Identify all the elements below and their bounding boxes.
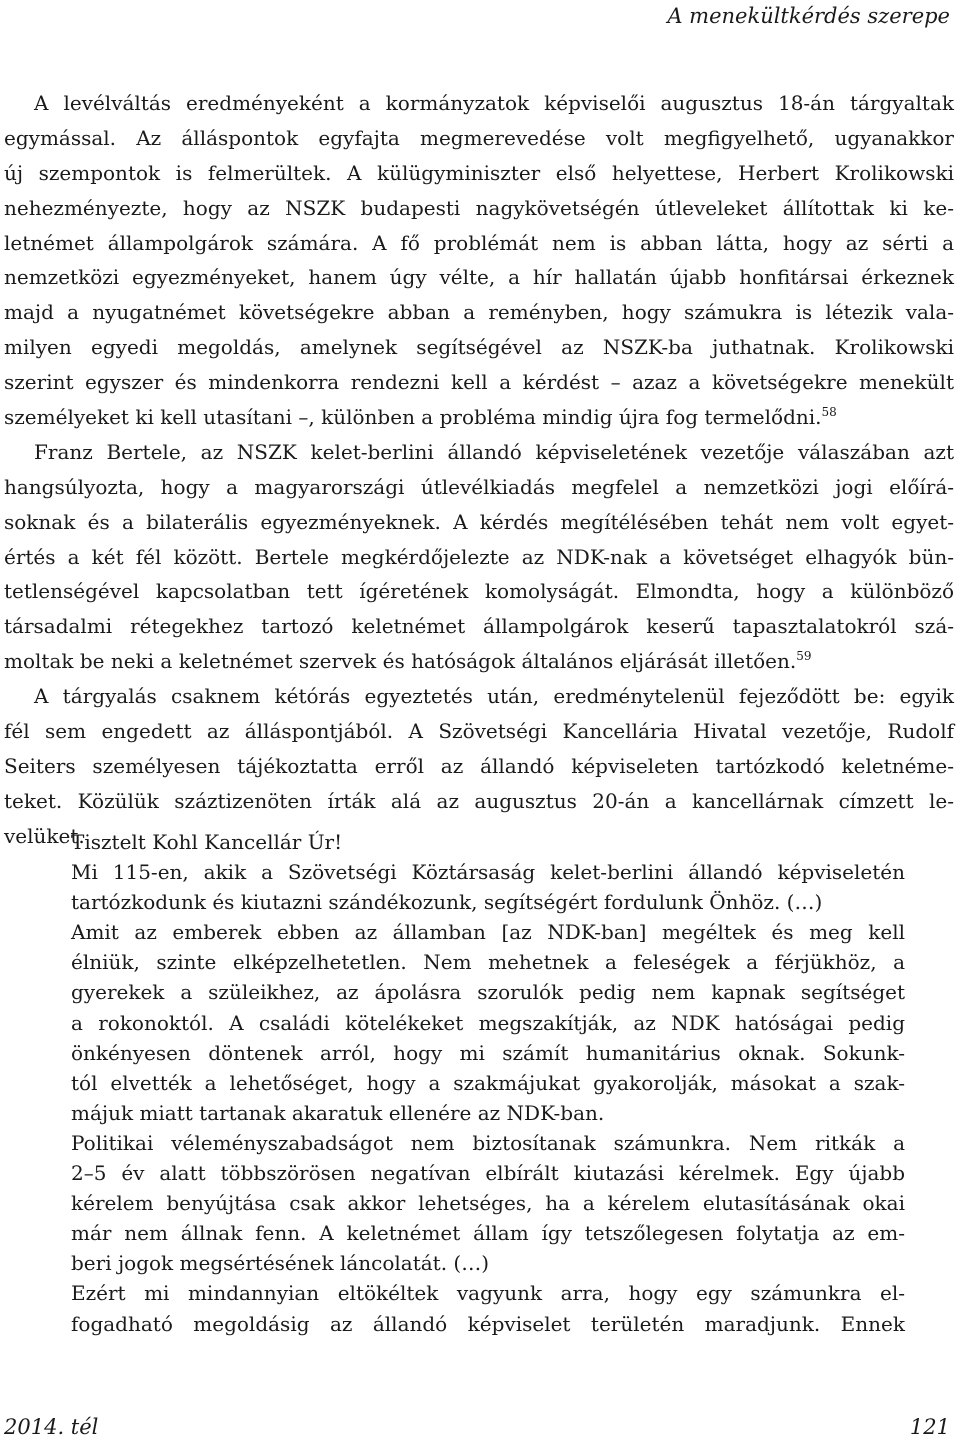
quote-line: 2–5 év alatt többszörösen negatívan elbírált kiutazási kérelmek. Egy újabb — [71, 1161, 905, 1186]
footnote-ref-59: 59 — [796, 649, 812, 664]
footnote-ref-58: 58 — [821, 405, 837, 420]
quote-line: tól elvették a lehetőséget, hogy a szakmájukat gyakorolják, másokat a szak- — [71, 1070, 905, 1095]
text-line: személyeket ki kell utasítani –, különben a probléma mindig újra fog termelődni. — [4, 405, 822, 430]
text-line: nehezményezte, hogy az NSZK budapesti nagykövetségén útleveleket állítottak ki ke- — [4, 195, 954, 220]
quote-line: májuk miatt tartanak akaratuk ellenére az NDK-ban. — [71, 1100, 605, 1125]
text-line: velüket. — [4, 823, 85, 848]
quote-line: tartózkodunk és kiutazni szándékozunk, segítségért fordulunk Önhöz. (…) — [71, 890, 823, 915]
quote-line: kérelem benyújtása csak akkor lehetséges, ha a kérelem elutasításának okai — [71, 1191, 905, 1216]
text-line: értés a két fél között. Bertele megkérdőjelezte az NDK-nak a követséget elhagyók bün- — [4, 544, 954, 569]
text-line: majd a nyugatnémet követségekre abban a reményben, hogy számukra is létezik vala- — [4, 300, 954, 325]
text-line: A levélváltás eredményeként a kormányzatok képviselői augusztus 18-án tárgyaltak — [34, 91, 954, 115]
text-line: Seiters személyesen tájékoztatta erről az állandó képviseleten tartózkodó keletnéme- — [4, 753, 954, 778]
running-title: A menekültkérdés szerepe — [667, 4, 950, 28]
quote-line: Ezért mi mindannyian eltökéltek vagyunk arra, hogy egy számunkra el- — [71, 1281, 905, 1306]
page-number: 121 — [909, 1415, 950, 1439]
issue-label: 2014. tél — [4, 1415, 99, 1439]
text-line: fél sem engedett az álláspontjából. A Szövetségi Kancellária Hivatal vezetője, Rudolf — [4, 719, 954, 744]
text-line: letnémet állampolgárok számára. A fő problémát nem is abban látta, hogy az sérti a — [4, 230, 954, 255]
quote-line: Politikai véleményszabadságot nem biztosítanak számunkra. Nem ritkák a — [71, 1130, 905, 1155]
quote-line: gyerekek a szüleikhez, az ápolásra szorulók pedig nem kapnak segítséget — [71, 980, 905, 1005]
quote-line: önkényesen döntenek arról, hogy mi számít humanitárius oknak. Sokunk- — [71, 1040, 905, 1065]
quote-line: beri jogok megsértésének láncolatát. (…) — [71, 1251, 490, 1276]
text-line: teket. Közülük száztizenöten írták alá az augusztus 20-án a kancellárnak címzett le- — [4, 788, 954, 813]
text-line: egymással. Az álláspontok egyfajta megmerevedése volt megfigyelhető, ugyanakkor — [4, 125, 954, 150]
quote-line: fogadható megoldásig az állandó képviselet területén maradjunk. Ennek — [71, 1311, 905, 1336]
text-line: moltak be neki a keletnémet szervek és hatóságok általános eljárását illetően. — [4, 649, 797, 674]
quote-line: a rokonoktól. A családi kötelékeket megszakítják, az NDK hatóságai pedig — [71, 1010, 905, 1035]
letter-salutation: Tisztelt Kohl Kancellár Úr! — [71, 830, 343, 854]
quote-line: már nem állnak fenn. A keletnémet állam így tetszőlegesen folytatja az em- — [71, 1221, 905, 1246]
text-line: milyen egyedi megoldás, amelynek segítségével az NSZK-ba juthatnak. Krolikowski — [4, 335, 954, 360]
text-line: társadalmi rétegekhez tartozó keletnémet állampolgárok keserű tapasztalatokról szá- — [4, 614, 954, 639]
text-line: hangsúlyozta, hogy a magyarországi útlevélkiadás megfelel a nemzetközi jogi előírá- — [4, 474, 954, 499]
text-line: soknak és a bilaterális egyezményeknek. A kérdés megítélésében tehát nem volt egyet- — [4, 509, 954, 534]
text-line: Franz Bertele, az NSZK kelet-berlini állandó képviseletének vezetője válaszában azt — [34, 439, 954, 464]
text-line: szerint egyszer és mindenkorra rendezni kell a kérdést – azaz a követségekre menekült — [4, 370, 954, 395]
text-line-with-footnote — [4, 400, 954, 435]
quote-line: Amit az emberek ebben az államban [az NDK-ban] megéltek és meg kell — [71, 920, 905, 945]
quote-line: Mi 115-en, akik a Szövetségi Köztársaság kelet-berlini állandó képviseletén — [71, 860, 905, 885]
text-line: új szempontok is felmerültek. A külügyminiszter első helyettese, Herbert Krolikowski — [4, 160, 954, 185]
quote-line: élniük, szinte elképzelhetetlen. Nem mehetnek a feleségek a férjükhöz, a — [71, 950, 905, 975]
block-quote-letter — [71, 827, 905, 1339]
text-line: nemzetközi egyezményeket, hanem úgy vélte, a hír hallatán újabb honfitársai érkeznek — [4, 265, 954, 290]
text-line: tetlenségével kapcsolatban tett ígéretének komolyságát. Elmondta, hogy a különböző — [4, 579, 954, 604]
text-line-with-footnote — [4, 644, 954, 679]
body-text — [4, 86, 954, 854]
text-line: A tárgyalás csaknem kétórás egyeztetés után, eredménytelenül fejeződött be: egyik — [34, 684, 954, 709]
